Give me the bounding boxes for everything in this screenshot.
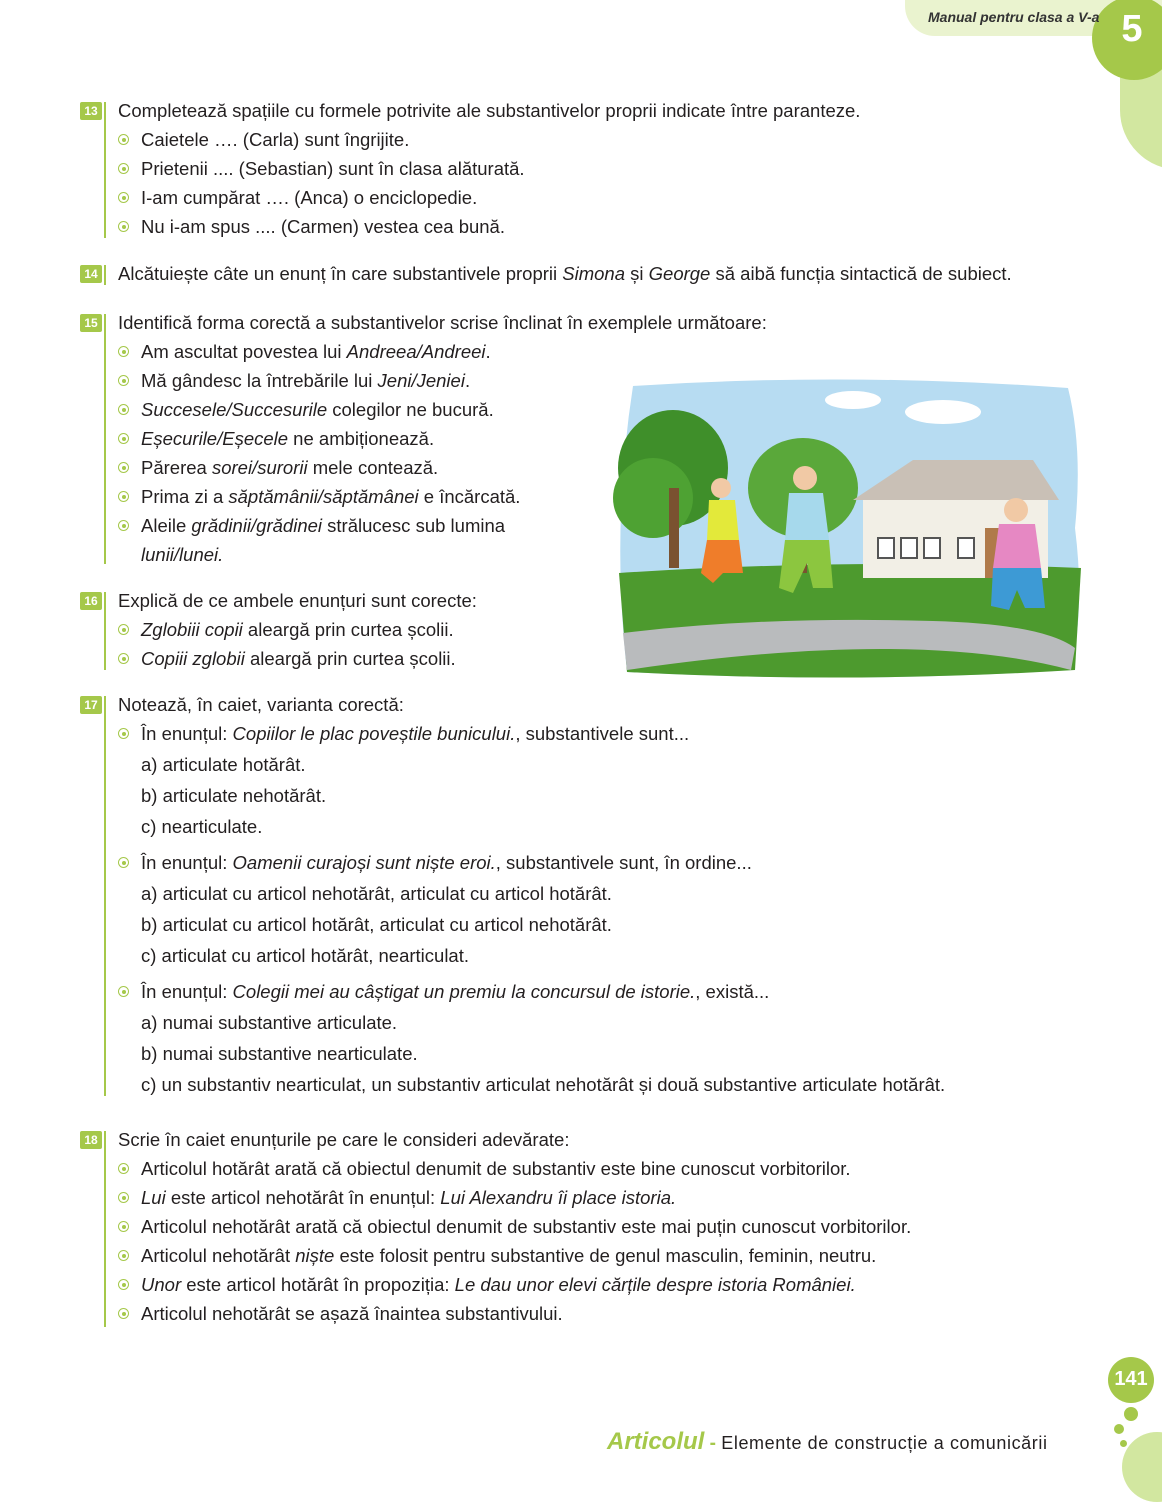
- exercise-17: [80, 690, 1120, 1099]
- bullet-icon: [118, 1163, 129, 1174]
- exercise-16: [80, 586, 1120, 673]
- exercise-bar: [104, 592, 106, 670]
- corner-decoration: [1122, 1432, 1162, 1502]
- exercise-number: 18: [80, 1131, 102, 1149]
- list-item: În enunțul: Oamenii curajoși sunt niște eroi., substantivele sunt, în ordine... a) articulat cu articol nehotărât, articulat cu articol hotărât. b) articulat cu articol hotărât, articulat cu articol nehotărât. c) articulat cu articol hotărât, nearticulat.: [118, 848, 1120, 970]
- list-item: Părerea sorei/surorii mele contează.: [118, 453, 1120, 482]
- exercise-number: 15: [80, 314, 102, 332]
- exercise-question: Explică de ce ambele enunțuri sunt corecte:: [118, 590, 477, 611]
- decor-dot: [1124, 1407, 1138, 1421]
- footer-topic: Articolul: [607, 1428, 705, 1455]
- exercise-bar: [104, 696, 106, 1096]
- exercise-bar: [104, 314, 106, 564]
- bullet-icon: [118, 163, 129, 174]
- list-item: Caietele …. (Carla) sunt îngrijite.: [118, 125, 1120, 154]
- exercise-number: 17: [80, 696, 102, 714]
- bullet-icon: [118, 624, 129, 635]
- list-item: Nu i-am spus .... (Carmen) vestea cea bună.: [118, 212, 1120, 241]
- list-item: Articolul hotărât arată că obiectul denumit de substantiv este bine cunoscut vorbitorilor.: [118, 1154, 1120, 1183]
- exercise-question: Alcătuiește câte un enunț în care substantivele proprii Simona și George să aibă funcția sintactică de subiect.: [118, 263, 1012, 284]
- bullet-icon: [118, 433, 129, 444]
- list-item: Lui este articol nehotărât în enunțul: Lui Alexandru îi place istoria.: [118, 1183, 1120, 1212]
- bullet-icon: [118, 1308, 129, 1319]
- list-item: Articolul nehotărât arată că obiectul denumit de substantiv este mai puțin cunoscut vorbitorilor.: [118, 1212, 1120, 1241]
- bullet-icon: [118, 491, 129, 502]
- bullet-icon: [118, 192, 129, 203]
- bullet-icon: [118, 653, 129, 664]
- exercise-bar: [104, 265, 106, 285]
- bullet-icon: [118, 1221, 129, 1232]
- bullet-icon: [118, 375, 129, 386]
- list-item: I-am cumpărat …. (Anca) o enciclopedie.: [118, 183, 1120, 212]
- bullet-icon: [118, 1250, 129, 1261]
- exercise-number: 14: [80, 265, 102, 283]
- list-continuation: lunii/lunei.: [141, 544, 224, 565]
- list-item: Am ascultat povestea lui Andreea/Andreei.: [118, 337, 1120, 366]
- answer-option: a) numai substantive articulate.: [141, 1012, 398, 1033]
- bullet-icon: [118, 857, 129, 868]
- bullet-icon: [118, 462, 129, 473]
- exercise-question: Notează, în caiet, varianta corectă:: [118, 694, 404, 715]
- exercise-bar: [104, 102, 106, 238]
- answer-option: b) articulate nehotărât.: [141, 785, 327, 806]
- answer-option: c) nearticulate.: [141, 816, 263, 837]
- list-item: Succesele/Succesurile colegilor ne bucură.: [118, 395, 1120, 424]
- bullet-icon: [118, 346, 129, 357]
- exercise-14: [80, 259, 1120, 288]
- bullet-icon: [118, 986, 129, 997]
- answer-option: b) numai substantive nearticulate.: [141, 1043, 418, 1064]
- list-item: Copiii zglobii aleargă prin curtea școlii.: [118, 644, 1120, 673]
- list-item: Zglobiii copii aleargă prin curtea școlii.: [118, 615, 1120, 644]
- list-item: Unor este articol hotărât în propoziția: Le dau unor elevi cărțile despre istoria României.: [118, 1270, 1120, 1299]
- list-item: Aleile grădinii/grădinei strălucesc sub lumina: [118, 511, 1120, 540]
- bullet-icon: [118, 134, 129, 145]
- manual-title: Manual pentru clasa a V-a: [928, 9, 1100, 25]
- exercise-question: Identifică forma corectă a substantivelor scrise înclinat în exemplele următoare:: [118, 312, 767, 333]
- bullet-icon: [118, 1279, 129, 1290]
- bullet-icon: [118, 728, 129, 739]
- exercise-number: 16: [80, 592, 102, 610]
- list-item: Prietenii .... (Sebastian) sunt în clasa alăturată.: [118, 154, 1120, 183]
- exercise-question: Scrie în caiet enunțurile pe care le consideri adevărate:: [118, 1129, 570, 1150]
- exercise-bar: [104, 1131, 106, 1327]
- answer-option: c) articulat cu articol hotărât, nearticulat.: [141, 945, 470, 966]
- exercise-number: 13: [80, 102, 102, 120]
- footer: [607, 1428, 1048, 1456]
- list-item: Eșecurile/Eșecele ne ambiționează.: [118, 424, 1120, 453]
- list-item: Articolul nehotărât se așază înaintea substantivului.: [118, 1299, 1120, 1328]
- exercise-13: [80, 96, 1120, 241]
- answer-option: c) un substantiv nearticulat, un substantiv articulat nehotărât și două substantive articulate hotărât.: [141, 1074, 946, 1095]
- chapter-number: 5: [1121, 8, 1143, 50]
- exercise-18: [80, 1125, 1120, 1328]
- list-item: Mă gândesc la întrebările lui Jeni/Jeniei.: [118, 366, 1120, 395]
- bullet-icon: [118, 221, 129, 232]
- list-item: În enunțul: Copiilor le plac poveștile bunicului., substantivele sunt... a) articulate hotărât. b) articulate nehotărât. c) nearticulate.: [118, 719, 1120, 841]
- page-number: 141: [1114, 1368, 1148, 1390]
- bullet-icon: [118, 1192, 129, 1203]
- answer-option: a) articulate hotărât.: [141, 754, 306, 775]
- bullet-icon: [118, 404, 129, 415]
- decor-dot: [1120, 1440, 1127, 1447]
- decor-dot: [1114, 1424, 1124, 1434]
- exercise-question: Completează spațiile cu formele potrivite ale substantivelor proprii indicate între paranteze.: [118, 100, 861, 121]
- footer-subtitle: Elemente de construcție a comunicării: [721, 1433, 1048, 1453]
- answer-option: b) articulat cu articol hotărât, articulat cu articol nehotărât.: [141, 914, 612, 935]
- footer-separator: -: [704, 1433, 722, 1454]
- bullet-icon: [118, 520, 129, 531]
- list-item: În enunțul: Colegii mei au câștigat un premiu la concursul de istorie., există... a) numai substantive articulate. b) numai substantive nearticulate. c) un substantiv nearticulat, un substantiv articulat nehotărât și două substantive articulate hotărât.: [118, 977, 1120, 1099]
- list-item: Articolul nehotărât niște este folosit pentru substantive de genul masculin, feminin, neutru.: [118, 1241, 1120, 1270]
- list-item: Prima zi a săptămânii/săptămânei e încărcată.: [118, 482, 1120, 511]
- answer-option: a) articulat cu articol nehotărât, articulat cu articol hotărât.: [141, 883, 612, 904]
